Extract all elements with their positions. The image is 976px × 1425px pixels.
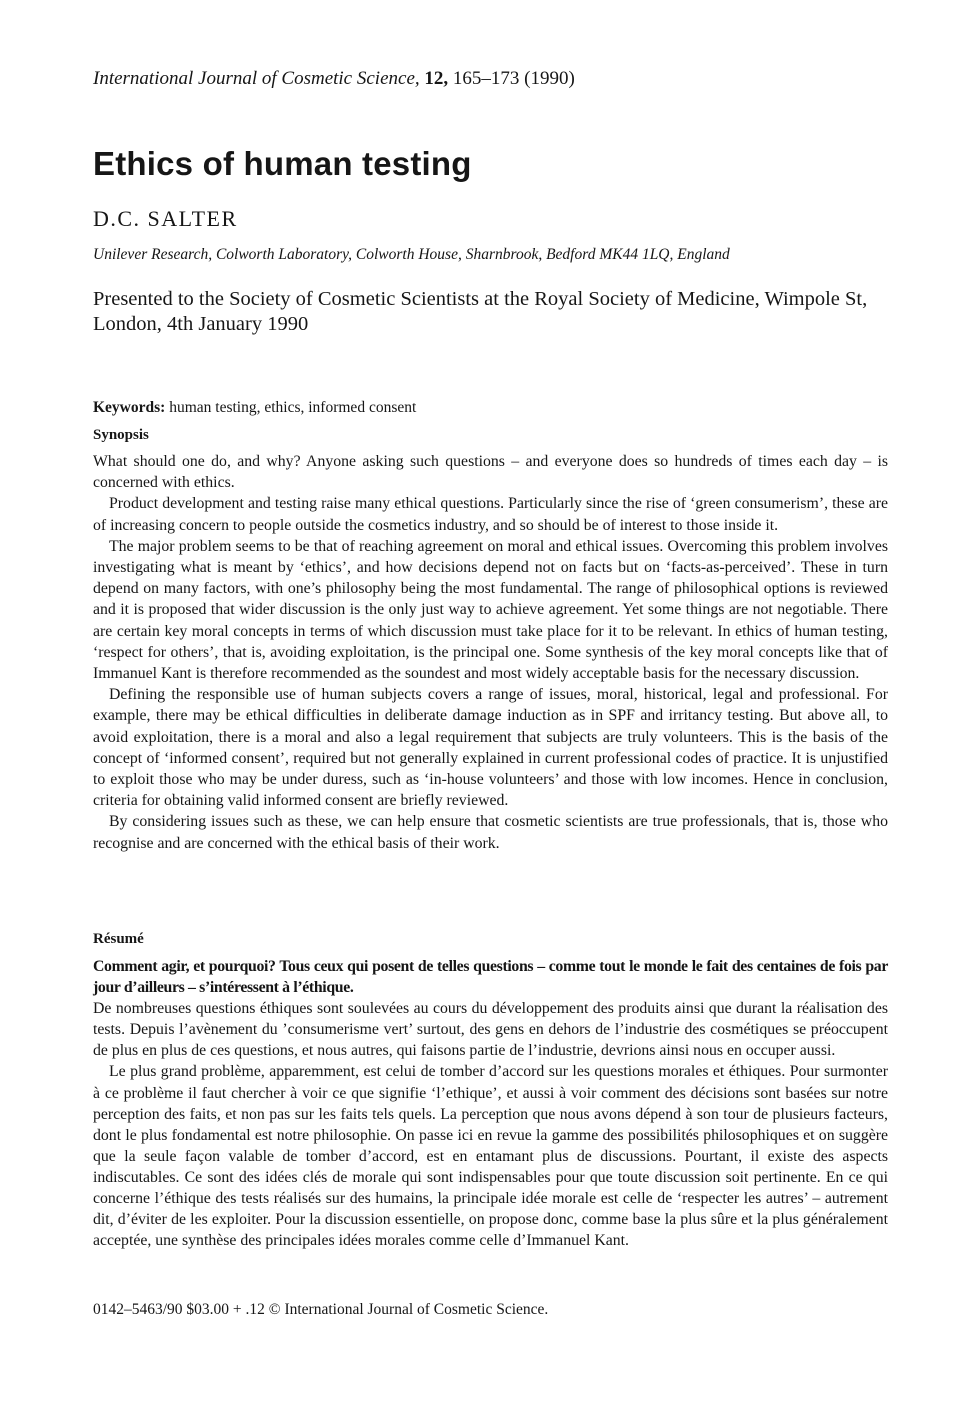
resume-paragraph: Le plus grand problème, apparemment, est celui de tomber d’accord sur les questions morales et éthiques. Pour surmonter à ce problème il faut chercher à voir ce que signifie ‘l’ethique’, et aussi à voir comment des décisions sont basées sur notre perception des faits, et non pas sur les faits tels quels. La perception que nous avons dépend à son tour de plusieurs facteurs, dont le plus fondamental est notre philosophie. On passe ici en revue la gamme des possibilités philosophiques et on suggère que la seule façon valable de tomber d’accord, est en entamant plus de discussions. Pourtant, il existe des aspects indiscutables. Ce sont des idées clés de morale qui sont indispensables pour que toute discussion soit pertinente. En ce qui concerne l’éthique des tests réalisés sur des humains, la principale idée morale est celle de ‘respecter les autres’ – autrement dit, d’éviter de les exploiter. Pour la discussion essentielle, on propose donc, comme base la plus sûre et la plus généralement acceptée, une synthèse des principales idées morales comme celle d’Immanuel Kant. [93, 1063, 888, 1250]
synopsis-paragraph: What should one do, and why? Anyone asking such questions – and everyone does so hundreds of times each day – is concerned with ethics. [93, 453, 888, 492]
keywords-text: human testing, ethics, informed consent [169, 399, 417, 416]
resume-body [93, 956, 888, 1251]
synopsis-heading: Synopsis [93, 427, 149, 443]
journal-pages: 165–173 (1990) [452, 68, 575, 89]
synopsis-paragraph: By considering issues such as these, we can help ensure that cosmetic scientists are true professionals, that is, those who recognise and are concerned with the ethical basis of their work. [93, 813, 888, 852]
synopsis-paragraph: The major problem seems to be that of reaching agreement on moral and ethical issues. Overcoming this problem involves investigating what is meant by ‘ethics’, and how decisions depend not on facts but on ‘facts-as-perceived’. These in turn depend on many factors, with one’s philosophy being the most fundamental. The range of philosophical options is reviewed and it is proposed that wider discussion is the only just way to achieve agreement. Yet some things are not negotiable. There are certain key moral concepts in terms of which discussion must take place for it to be relevant. In ethics of human testing, ‘respect for others’, that is, avoiding exploitation, is the principal one. Some synthesis of the key moral concepts like that of Immanuel Kant is therefore recommended as the soundest and most widely acceptable basis for the necessary discussion. [93, 537, 888, 683]
synopsis-paragraph: Product development and testing raise many ethical questions. Particularly since the rise of ‘green consumerism’, these are of increasing concern to people outside the cosmetics industry, and so should be of interest to those inside it. [93, 495, 888, 534]
resume-lead: Comment agir, et pourquoi? Tous ceux qui posent de telles questions – comme tout le monde le fait des centaines de fois par jour d’ailleurs – s’intéressent à l’éthique. [93, 958, 888, 997]
keywords-label: Keywords: [93, 399, 166, 416]
resume-paragraph: De nombreuses questions éthiques sont soulevées au cours du développement des produits ainsi que durant la réalisation des tests. Depuis l’avènement du ’consumerisme vert’ surtout, des gens en dehors de l’industrie des cosmétiques se préoccupent de plus en plus de ces questions, et nous autres, qui faisons partie de l’industrie, devrions ainsi nous en occuper aussi. [93, 1000, 888, 1060]
resume-heading: Résumé [93, 931, 144, 947]
journal-citation [93, 68, 575, 90]
presentation-note: Presented to the Society of Cosmetic Scientists at the Royal Society of Medicine, Wimpole St, London, 4th January 1990 [93, 288, 868, 335]
synopsis-body [93, 451, 888, 854]
synopsis-paragraph: Defining the responsible use of human subjects covers a range of issues, moral, historical, legal and professional. For example, there may be ethical difficulties in deliberate damage induction as in SPF and irritancy testing. But above all, to avoid exploitation, there is a moral and also a legal requirement that subjects are truly volunteers. This is the basis of the concept of ‘informed consent’, required but not generally explained in current professional codes of practice. It is unjustified to exploit those who may be under duress, such as ‘in-house volunteers’ and those with low incomes. Hence in conclusion, criteria for obtaining valid informed consent are briefly reviewed. [93, 686, 888, 810]
article-title: Ethics of human testing [93, 145, 472, 182]
keywords-line [93, 399, 416, 417]
copyright-footer: 0142–5463/90 $03.00 + .12 © International Journal of Cosmetic Science. [93, 1301, 549, 1318]
journal-volume: 12, [424, 68, 449, 89]
author-affiliation: Unilever Research, Colworth Laboratory, Colworth House, Sharnbrook, Bedford MK44 1LQ, England [93, 246, 730, 263]
journal-name: International Journal of Cosmetic Science, [93, 68, 420, 89]
article-author: D.C. SALTER [93, 206, 238, 231]
